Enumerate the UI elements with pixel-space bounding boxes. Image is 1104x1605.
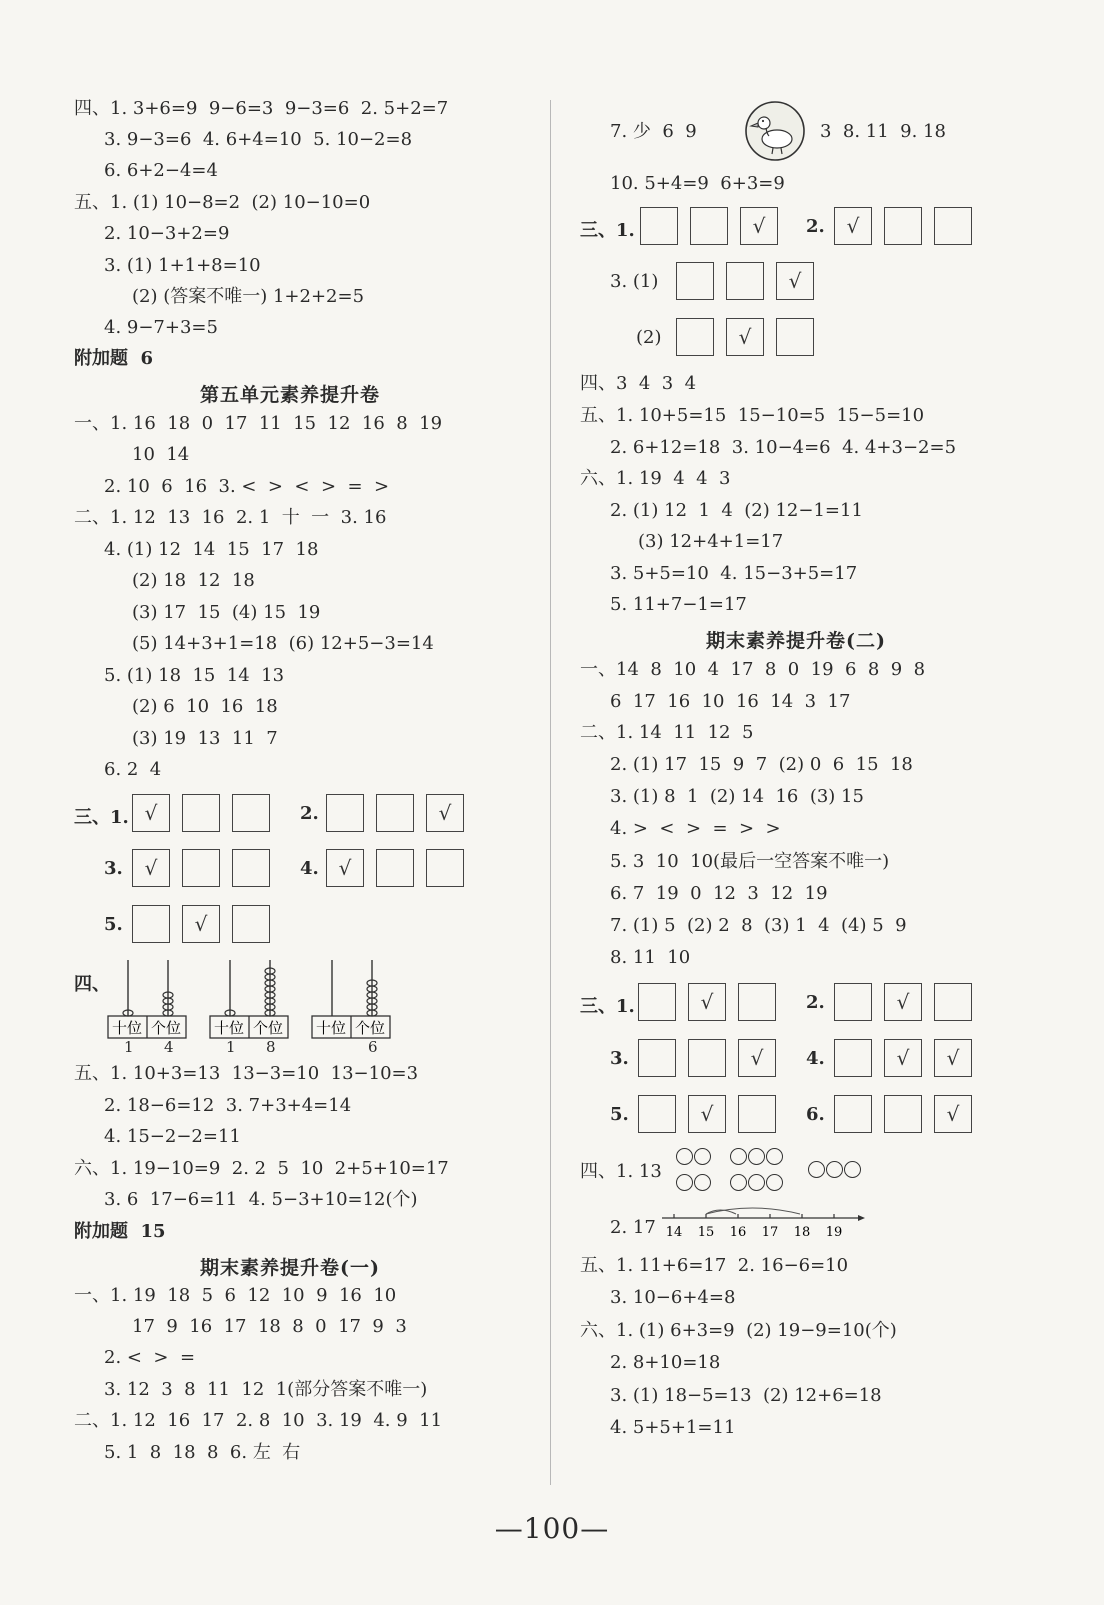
box-label: 三、1. (580, 220, 635, 241)
answer-box: √ (740, 207, 778, 245)
box-label: 4. (300, 858, 319, 879)
answer-line: (2) 18 12 18 (132, 570, 255, 591)
abacus-section-label: 四、 (74, 974, 110, 995)
answer-line: 2. 6+12=18 3. 10−4=6 4. 4+3−2=5 (610, 437, 957, 458)
abacus-diagram-1 (106, 954, 190, 1050)
answer-line: 5. (1) 18 15 14 13 (104, 665, 285, 686)
answer-line: 4. 9−7+3=5 (104, 317, 218, 338)
answer-box (376, 849, 414, 887)
answer-line: 3. 12 3 8 11 12 1(部分答案不唯一) (104, 1379, 428, 1400)
tick-label: 16 (729, 1225, 747, 1240)
abacus-diagram-3 (310, 954, 394, 1050)
answer-line: 附加题 15 (74, 1221, 166, 1242)
answer-line: (2) (答案不唯一) 1+2+2=5 (132, 286, 365, 307)
answer-box (688, 1039, 726, 1077)
answer-line: 2. 10−3+2=9 (104, 223, 230, 244)
answer-line: 一、1. 19 18 5 6 12 10 9 16 10 (74, 1285, 397, 1306)
answer-line: (5) 14+3+1=18 (6) 12+5−3=14 (132, 633, 434, 654)
answer-box (884, 1095, 922, 1133)
answer-line: 3 8. 11 9. 18 (820, 121, 946, 142)
answer-line: 五、1. 10+3=13 13−3=10 13−10=3 (74, 1063, 419, 1084)
box-label: 3. (610, 1048, 629, 1069)
answer-line: 4. 5+5+1=11 (610, 1417, 736, 1438)
answer-line: 5. 3 10 10(最后一空答案不唯一) (610, 851, 890, 872)
answer-box (676, 262, 714, 300)
column-divider (550, 100, 551, 1485)
answer-line: 六、1. 19 4 4 3 (580, 468, 731, 489)
answer-box (776, 318, 814, 356)
number-line (662, 1198, 866, 1244)
answer-line: 2. 17 (610, 1217, 656, 1238)
answer-box: √ (426, 794, 464, 832)
answer-box (834, 1039, 872, 1077)
answer-box: √ (132, 794, 170, 832)
answer-line: 10 14 (132, 444, 190, 465)
answer-line: 7. (1) 5 (2) 2 8 (3) 1 4 (4) 5 9 (610, 915, 907, 936)
section-title: 第五单元素养提升卷 (200, 384, 381, 406)
box-label: 5. (104, 914, 123, 935)
answer-line: 2. (1) 17 15 9 7 (2) 0 6 15 18 (610, 754, 913, 775)
page-number: —100— (494, 1512, 610, 1545)
answer-line: 四、1. 13 (580, 1161, 662, 1182)
answer-box: √ (776, 262, 814, 300)
answer-box (132, 905, 170, 943)
answer-box: √ (688, 1095, 726, 1133)
box-label: (2) (636, 327, 662, 348)
answer-line: 3. 10−6+4=8 (610, 1287, 736, 1308)
answer-box: √ (834, 207, 872, 245)
answer-box (182, 849, 220, 887)
answer-line: (3) 17 15 (4) 15 19 (132, 602, 321, 623)
answer-line: 6 17 16 10 16 14 3 17 (610, 691, 851, 712)
box-label: 4. (806, 1048, 825, 1069)
section-title: 期末素养提升卷(二) (706, 630, 886, 652)
duck-icon (744, 100, 806, 162)
ones-label: 个位 (354, 1019, 386, 1037)
tens-label: 十位 (315, 1019, 347, 1037)
answer-line: 二、1. 12 16 17 2. 8 10 3. 19 4. 9 11 (74, 1410, 443, 1431)
answer-line: 4. > < > = > > (610, 818, 781, 839)
answer-line: 五、1. 10+5=15 15−10=5 15−5=10 (580, 405, 925, 426)
answer-box (934, 207, 972, 245)
answer-box: √ (132, 849, 170, 887)
answer-box: √ (884, 1039, 922, 1077)
answer-box: √ (688, 983, 726, 1021)
abacus-diagram-2 (208, 954, 292, 1050)
answer-box (638, 1095, 676, 1133)
answer-box (638, 983, 676, 1021)
answer-line: 17 9 16 17 18 8 0 17 9 3 (132, 1316, 407, 1337)
answer-line: 六、1. 19−10=9 2. 2 5 10 2+5+10=17 (74, 1158, 449, 1179)
answer-box: √ (934, 1095, 972, 1133)
answer-line: 4. 15−2−2=11 (104, 1126, 241, 1147)
answer-line: 二、1. 14 11 12 5 (580, 722, 754, 743)
answer-line: 5. 1 8 18 8 6. 左 右 (104, 1442, 301, 1463)
answer-line: 8. 11 10 (610, 947, 691, 968)
tick-label: 15 (697, 1225, 715, 1240)
answer-line: (2) 6 10 16 18 (132, 696, 278, 717)
answer-box (738, 983, 776, 1021)
answer-box: √ (934, 1039, 972, 1077)
answer-line: 2. (1) 12 1 4 (2) 12−1=11 (610, 500, 863, 521)
answer-box: √ (326, 849, 364, 887)
box-label: 3. (104, 858, 123, 879)
answer-line: 五、1. 11+6=17 2. 16−6=10 (580, 1255, 849, 1276)
answer-box (232, 849, 270, 887)
answer-line: (3) 12+4+1=17 (638, 531, 784, 552)
answer-line: 7. 少 6 9 (610, 121, 697, 142)
box-label: 三、1. (74, 807, 129, 828)
abacus-ones-value: 4 (164, 1038, 174, 1056)
box-label: 2. (806, 992, 825, 1013)
answer-line: 2. < > = (104, 1347, 196, 1368)
tick-label: 14 (665, 1225, 683, 1240)
answer-box (834, 983, 872, 1021)
answer-box (426, 849, 464, 887)
answer-box (934, 983, 972, 1021)
answer-box: √ (884, 983, 922, 1021)
section-title: 期末素养提升卷(一) (200, 1257, 380, 1279)
answer-line: 2. 8+10=18 (610, 1352, 721, 1373)
answer-box (232, 905, 270, 943)
answer-box (834, 1095, 872, 1133)
answer-line: 5. 11+7−1=17 (610, 594, 747, 615)
tick-label: 18 (793, 1225, 811, 1240)
box-label: 3. (1) (610, 271, 659, 292)
tick-label: 19 (825, 1225, 843, 1240)
tick-label: 17 (761, 1225, 779, 1240)
answer-box (690, 207, 728, 245)
answer-box (232, 794, 270, 832)
answer-line: 六、1. (1) 6+3=9 (2) 19−9=10(个) (580, 1320, 897, 1341)
answer-line: 6. 7 19 0 12 3 12 19 (610, 883, 828, 904)
answer-line: 3. 5+5=10 4. 15−3+5=17 (610, 563, 858, 584)
abacus-ones-value: 6 (368, 1038, 378, 1056)
answer-line: 附加题 6 (74, 348, 154, 369)
ones-label: 个位 (150, 1019, 182, 1037)
answer-line: 4. (1) 12 14 15 17 18 (104, 539, 319, 560)
box-label: 6. (806, 1104, 825, 1125)
answer-line: 6. 6+2−4=4 (104, 160, 218, 181)
answer-line: 二、1. 12 13 16 2. 1 十 一 3. 16 (74, 507, 387, 528)
answer-line: 6. 2 4 (104, 759, 162, 780)
answer-box (726, 262, 764, 300)
box-label: 5. (610, 1104, 629, 1125)
answer-box (638, 1039, 676, 1077)
abacus-tens-value: 1 (124, 1038, 134, 1056)
answer-line: 3. (1) 1+1+8=10 (104, 255, 261, 276)
answer-box (182, 794, 220, 832)
answer-box: √ (726, 318, 764, 356)
tens-label: 十位 (213, 1019, 245, 1037)
answer-box (676, 318, 714, 356)
answer-box (640, 207, 678, 245)
answer-line: 3. 9−3=6 4. 6+4=10 5. 10−2=8 (104, 129, 413, 150)
answer-line: 2. 18−6=12 3. 7+3+4=14 (104, 1095, 352, 1116)
answer-line: 四、1. 3+6=9 9−6=3 9−3=6 2. 5+2=7 (74, 98, 449, 119)
answer-line: 3. 6 17−6=11 4. 5−3+10=12(个) (104, 1189, 418, 1210)
answer-line: 四、3 4 3 4 (580, 373, 697, 394)
ones-label: 个位 (252, 1019, 284, 1037)
answer-line: 五、1. (1) 10−8=2 (2) 10−10=0 (74, 192, 371, 213)
box-label: 2. (806, 216, 825, 237)
answer-box: √ (738, 1039, 776, 1077)
answer-box (376, 794, 414, 832)
answer-line: 2. 10 6 16 3. < > < > = > (104, 476, 390, 497)
answer-box (326, 794, 364, 832)
answer-box: √ (182, 905, 220, 943)
box-label: 三、1. (580, 996, 635, 1017)
answer-line: (3) 19 13 11 7 (132, 728, 278, 749)
answer-line: 一、14 8 10 4 17 8 0 19 6 8 9 8 (580, 659, 926, 680)
answer-box (738, 1095, 776, 1133)
answer-line: 一、1. 16 18 0 17 11 15 12 16 8 19 (74, 413, 443, 434)
tens-label: 十位 (111, 1019, 143, 1037)
answer-box (884, 207, 922, 245)
answer-line: 3. (1) 8 1 (2) 14 16 (3) 15 (610, 786, 864, 807)
abacus-tens-value: 1 (226, 1038, 236, 1056)
box-label: 2. (300, 803, 319, 824)
answer-line: 10. 5+4=9 6+3=9 (610, 173, 785, 194)
abacus-ones-value: 8 (266, 1038, 276, 1056)
answer-line: 3. (1) 18−5=13 (2) 12+6=18 (610, 1385, 882, 1406)
